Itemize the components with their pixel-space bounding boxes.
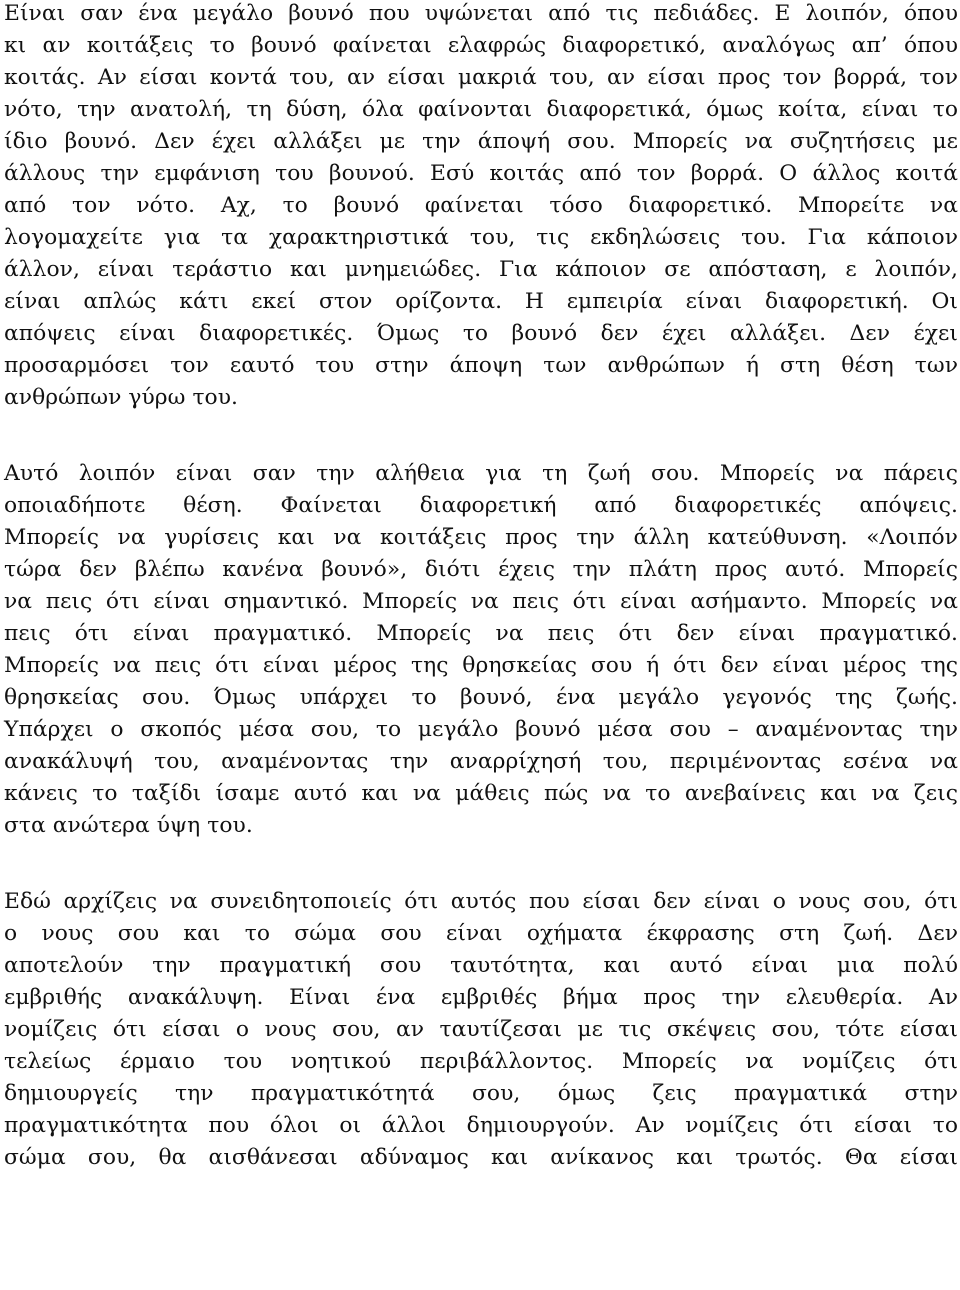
text-line: οποιαδήποτε θέση. Φαίνεται διαφορετική από διαφορετικές απόψεις. [4,493,958,518]
text-line: λογομαχείτε για τα χαρακτηριστικά του, τις εκδηλώσεις του. Για κάποιον [4,225,958,250]
text-line: σώμα σου, θα αισθάνεσαι αδύναμος και ανίκανος και τρωτός. Θα είσαι [4,1145,958,1170]
text-line: άλλους την εμφάνιση του βουνού. Εσύ κοιτάς από τον βορρά. Ο άλλος κοιτά [4,161,958,186]
text-line: δημιουργείς την πραγματικότητά σου, όμως ζεις πραγματικά στην [4,1081,958,1106]
text-line: κοιτάς. Αν είσαι κοντά του, αν είσαι μακριά του, αν είσαι προς τον βορρά, τον [4,65,958,90]
text-line: άλλον, είναι τεράστιο και μνημειώδες. Για κάποιον σε απόσταση, ε λοιπόν, [4,257,958,282]
text-line: προσαρμόσει τον εαυτό του στην άποψη των ανθρώπων ή στη θέση των [4,353,958,378]
text-line: ίδιο βουνό. Δεν έχει αλλάξει με την άποψή σου. Μπορείς να συζητήσεις με [4,129,958,154]
text-line: θρησκείας σου. Όμως υπάρχει το βουνό, ένα μεγάλο γεγονός της ζωής. [4,685,958,710]
text-line: τώρα δεν βλέπω κανένα βουνό», διότι έχεις την πλάτη προς αυτό. Μπορείς [4,557,958,582]
text-line: Αυτό λοιπόν είναι σαν την αλήθεια για τη ζωή σου. Μπορείς να πάρεις [4,461,958,486]
text-line: κάνεις το ταξίδι ίσαμε αυτό και να μάθεις πώς να το ανεβαίνεις και να ζεις [4,781,958,806]
text-line: πραγματικότητα που όλοι οι άλλοι δημιουργούν. Αν νομίζεις ότι είσαι το [4,1113,958,1138]
text-line: να πεις ότι είναι σημαντικό. Μπορείς να πεις ότι είναι ασήμαντο. Μπορείς να [4,589,958,614]
text-line: ανθρώπων γύρω του. [4,385,239,410]
text-line: απόψεις είναι διαφορετικές. Όμως το βουνό δεν έχει αλλάξει. Δεν έχει [4,321,958,346]
text-line: στα ανώτερα ύψη του. [4,813,253,838]
text-line: εμβριθής ανακάλυψη. Είναι ένα εμβριθές βήμα προς την ελευθερία. Αν [4,985,958,1010]
text-line: κι αν κοιτάξεις το βουνό φαίνεται ελαφρώς διαφορετικό, αναλόγως απ’ όπου [4,33,958,58]
text-line: νομίζεις ότι είσαι ο νους σου, αν ταυτίζεσαι με τις σκέψεις σου, τότε είσαι [4,1017,958,1042]
text-line: πεις ότι είναι πραγματικό. Μπορείς να πεις ότι δεν είναι πραγματικό. [4,621,958,646]
text-line: Μπορείς να γυρίσεις και να κοιτάξεις προς την άλλη κατεύθυνση. «Λοιπόν [4,525,958,550]
text-line: ανακάλυψή του, αναμένοντας την αναρρίχησή του, περιμένοντας εσένα να [4,749,958,774]
text-line: ο νους σου και το σώμα σου είναι οχήματα έκφρασης στη ζωή. Δεν [4,921,958,946]
text-line: Εδώ αρχίζεις να συνειδητοποιείς ότι αυτός που είσαι δεν είναι ο νους σου, ότι [4,889,958,914]
text-line: από τον νότο. Αχ, το βουνό φαίνεται τόσο διαφορετικό. Μπορείτε να [4,193,958,218]
text-line: είναι απλώς κάτι εκεί στον ορίζοντα. Η εμπειρία είναι διαφορετική. Οι [4,289,958,314]
text-line: Είναι σαν ένα μεγάλο βουνό που υψώνεται από τις πεδιάδες. Ε λοιπόν, όπου [4,1,958,26]
text-line: τελείως έρμαιο του νοητικού περιβάλλοντος. Μπορείς να νομίζεις ότι [4,1049,958,1074]
text-line: νότο, την ανατολή, τη δύση, όλα φαίνονται διαφορετικά, όμως κοίτα, είναι το [4,97,958,122]
text-line: Υπάρχει ο σκοπός μέσα σου, το μεγάλο βουνό μέσα σου – αναμένοντας την [4,717,958,742]
text-line: Μπορείς να πεις ότι είναι μέρος της θρησκείας σου ή ότι δεν είναι μέρος της [4,653,958,678]
text-line: αποτελούν την πραγματική σου ταυτότητα, και αυτό είναι μια πολύ [4,953,958,978]
